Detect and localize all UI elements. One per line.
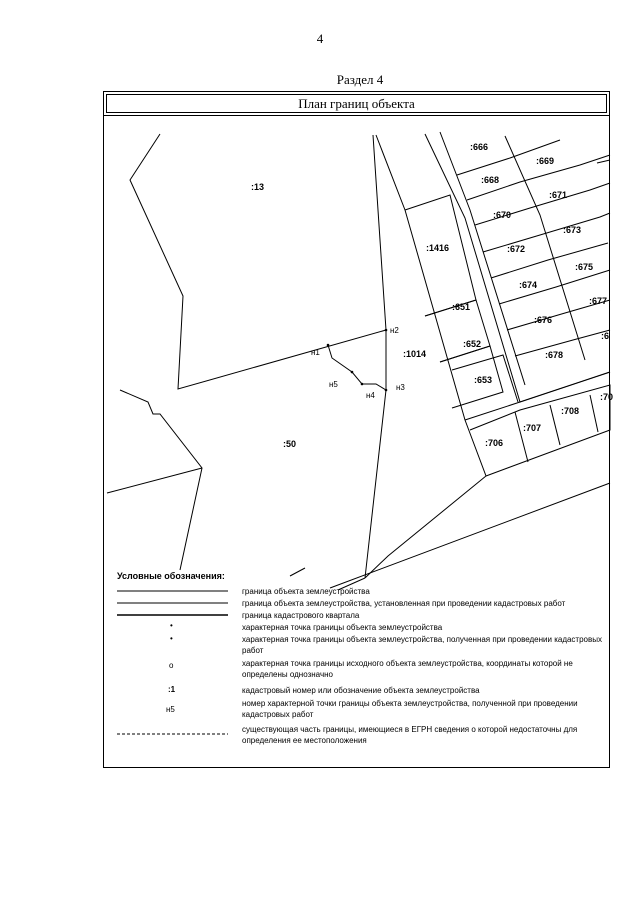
object-boundary-lower-2 <box>290 568 305 576</box>
parcel-label: :70 <box>600 392 614 402</box>
parcel-label: :678 <box>545 350 564 360</box>
parcel-label: :672 <box>507 244 526 254</box>
legend-item-text: характерная точка границы объекта землеустройства <box>242 623 443 632</box>
parcel-label: :677 <box>589 296 608 306</box>
parcel-label: :673 <box>563 225 582 235</box>
parcel-label: :652 <box>463 339 482 349</box>
point-label: н3 <box>396 383 405 392</box>
legend-item-text: характерная точка границы объекта землеустройства, полученная при проведении кадастровых работ <box>242 635 602 655</box>
parcel-label: :653 <box>474 375 493 385</box>
parcel-1416-boundary <box>405 195 476 316</box>
section-title: Раздел 4 <box>336 72 384 87</box>
parcel-label: :6 <box>601 331 610 341</box>
parcel-652-boundary <box>440 346 503 408</box>
parcel-706-707-divider <box>515 412 528 462</box>
legend-item-text: существующая часть границы, имеющиеся в ЕГРН сведения о которой недостаточны для определения ее местоположения <box>242 725 578 745</box>
frame-title: План границ объекта <box>106 94 607 113</box>
parcel-label: :708 <box>561 406 580 416</box>
parcel-50-bottom-boundary <box>107 468 202 493</box>
grid-line-1 <box>440 132 525 385</box>
parcel-label: :707 <box>523 423 542 433</box>
parcel-label: :1416 <box>426 243 450 253</box>
point-label: н4 <box>366 391 375 400</box>
parcel-708-70-divider <box>590 395 598 432</box>
legend-point-symbol: o <box>169 661 174 670</box>
parcel-13-boundary <box>130 134 386 389</box>
legend-item-text: граница объекта землеустройства, установленная при проведении кадастровых работ <box>242 599 566 608</box>
parcel-label: :675 <box>575 262 594 272</box>
parcel-label: :50 <box>283 439 297 449</box>
parcel-label: :666 <box>470 142 489 152</box>
parcel-label: :13 <box>251 182 265 192</box>
legend-item-text: граница кадастрового квартала <box>242 611 360 620</box>
parcel-50-left-boundary <box>120 390 202 570</box>
parcel-label: :671 <box>549 190 568 200</box>
point-label: н2 <box>390 326 399 335</box>
legend-point-symbol: • <box>170 634 173 643</box>
point-label: н5 <box>329 380 338 389</box>
parcel-label: :1014 <box>403 349 427 359</box>
parcel-label: :676 <box>534 315 553 325</box>
parcel-label: :651 <box>452 302 471 312</box>
parcel-label: :668 <box>481 175 500 185</box>
parcel-label: :670 <box>493 210 512 220</box>
legend-item-text: номер характерной точки границы объекта землеустройства, полученной при проведении кадастровых работ <box>242 699 578 719</box>
grid-line-3 <box>597 160 610 163</box>
parcel-label: :669 <box>536 156 555 166</box>
page-number: 4 <box>316 31 324 46</box>
legend-point-symbol: • <box>170 621 173 630</box>
quarter-boundary-lower <box>330 483 610 588</box>
parcel-1014-left-edge <box>365 135 386 578</box>
legend-item-text: граница объекта землеустройства <box>242 587 370 596</box>
parcel-label: :674 <box>519 280 538 290</box>
legend-title: Условные обозначения: <box>117 571 225 581</box>
legend-label-symbol: :1 <box>168 685 176 694</box>
parcel-label: :706 <box>485 438 504 448</box>
legend-item-text: характерная точка границы исходного объекта землеустройства, координаты которой не определены однозначно <box>242 659 573 679</box>
legend-label-symbol: н5 <box>166 705 175 714</box>
parcel-707-708-divider <box>550 405 560 445</box>
point-label: н1 <box>311 348 320 357</box>
legend-item-text: кадастровый номер или обозначение объекта землеустройства <box>242 686 480 695</box>
